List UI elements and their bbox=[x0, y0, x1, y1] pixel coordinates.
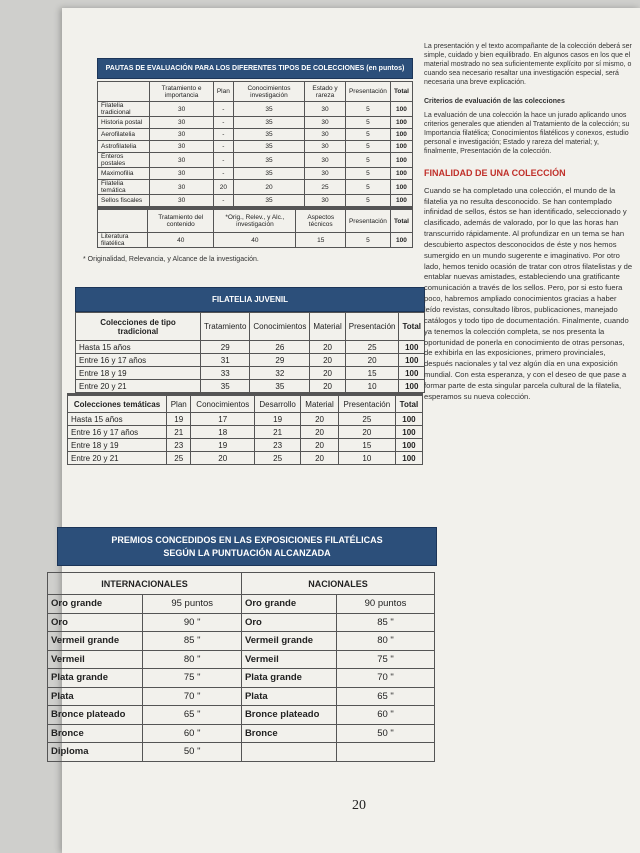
column-header: Presentación bbox=[345, 82, 390, 102]
column-header: Presentación bbox=[345, 209, 390, 233]
table-cell: 100 bbox=[399, 354, 425, 367]
award-name: Vermeil grande bbox=[241, 632, 336, 651]
row-label: Entre 20 y 21 bbox=[76, 380, 201, 393]
table-cell: 20 bbox=[191, 452, 255, 465]
table-cell: 35 bbox=[233, 195, 304, 207]
table-cell: 30 bbox=[305, 102, 346, 117]
juvenil-traditional-table bbox=[75, 312, 425, 393]
table-row bbox=[98, 102, 413, 117]
table-row bbox=[48, 595, 435, 614]
juvenil-section bbox=[71, 287, 425, 465]
award-points: 85 " bbox=[143, 632, 241, 651]
table-row bbox=[48, 687, 435, 706]
award-name: Bronce plateado bbox=[241, 706, 336, 725]
award-points: 80 " bbox=[143, 650, 241, 669]
table-cell: 100 bbox=[390, 117, 412, 129]
table-cell: 26 bbox=[250, 341, 310, 354]
table-cell: 20 bbox=[301, 426, 339, 439]
table-row bbox=[98, 195, 413, 207]
table-row bbox=[76, 380, 425, 393]
table-cell: 17 bbox=[191, 413, 255, 426]
table-cell: 20 bbox=[310, 354, 345, 367]
column-header: Material bbox=[310, 313, 345, 341]
side-subhead-criterios: Criterios de evaluación de las colecciones bbox=[424, 98, 565, 106]
table-cell: 100 bbox=[390, 195, 412, 207]
award-name: Vermeil bbox=[241, 650, 336, 669]
pautas-table bbox=[97, 81, 413, 207]
pautas-title: PAUTAS DE EVALUACIÓN PARA LOS DIFERENTES TIPOS DE COLECCIONES (en puntos) bbox=[97, 58, 413, 79]
table-cell: 29 bbox=[201, 341, 250, 354]
table-row bbox=[98, 117, 413, 129]
column-header: Presentación bbox=[345, 313, 399, 341]
table-cell: 100 bbox=[395, 426, 422, 439]
table-cell: 25 bbox=[167, 452, 191, 465]
award-points: 50 " bbox=[337, 724, 435, 743]
table-cell: 25 bbox=[338, 413, 395, 426]
table-row bbox=[76, 341, 425, 354]
table-cell: 35 bbox=[250, 380, 310, 393]
premios-title bbox=[57, 527, 437, 566]
table-cell: 35 bbox=[233, 141, 304, 153]
table-cell: 35 bbox=[233, 168, 304, 180]
juvenil-thematic-table bbox=[67, 393, 423, 465]
table-cell: 21 bbox=[255, 426, 301, 439]
row-label: Entre 16 y 17 años bbox=[76, 354, 201, 367]
column-header bbox=[98, 82, 150, 102]
premios-section bbox=[51, 527, 437, 762]
award-name bbox=[241, 743, 336, 762]
row-label: Entre 18 y 19 bbox=[76, 367, 201, 380]
table-cell: 40 bbox=[148, 233, 214, 248]
row-label: Enteros postales bbox=[98, 153, 150, 168]
column-header: Tratamiento e importancia bbox=[150, 82, 213, 102]
row-label: Aerofilatelia bbox=[98, 129, 150, 141]
award-points: 70 " bbox=[337, 669, 435, 688]
table-row bbox=[48, 632, 435, 651]
table-cell: 5 bbox=[345, 153, 390, 168]
table-cell: 18 bbox=[191, 426, 255, 439]
juvenil-title: FILATELIA JUVENIL bbox=[75, 287, 425, 312]
table-cell: 30 bbox=[150, 180, 213, 195]
column-header: Desarrollo bbox=[255, 395, 301, 413]
award-points: 85 " bbox=[337, 613, 435, 632]
table-cell: 19 bbox=[255, 413, 301, 426]
table-cell: 20 bbox=[345, 354, 399, 367]
table-cell: 35 bbox=[233, 117, 304, 129]
column-header: Tratamiento del contenido bbox=[148, 209, 214, 233]
row-label: Entre 18 y 19 bbox=[68, 439, 167, 452]
column-header: Conocimientos bbox=[250, 313, 310, 341]
award-name: Plata grande bbox=[48, 669, 143, 688]
table-cell: 25 bbox=[255, 452, 301, 465]
table-cell: 25 bbox=[345, 341, 399, 354]
row-label: Maximofilia bbox=[98, 168, 150, 180]
table-cell: 30 bbox=[305, 129, 346, 141]
table-cell: 5 bbox=[345, 180, 390, 195]
award-name: Oro grande bbox=[48, 595, 143, 614]
award-points: 65 " bbox=[337, 687, 435, 706]
row-label: Astrofilatelia bbox=[98, 141, 150, 153]
column-header: Colecciones temáticas bbox=[68, 395, 167, 413]
table-cell: 30 bbox=[305, 117, 346, 129]
table-cell: - bbox=[213, 117, 233, 129]
table-cell: 30 bbox=[305, 195, 346, 207]
table-cell: 100 bbox=[395, 439, 422, 452]
column-header: Estado y rareza bbox=[305, 82, 346, 102]
table-row bbox=[98, 153, 413, 168]
award-points: 75 " bbox=[143, 669, 241, 688]
table-cell: 31 bbox=[201, 354, 250, 367]
table-cell: 100 bbox=[395, 452, 422, 465]
page-number: 20 bbox=[352, 798, 366, 813]
table-row bbox=[48, 613, 435, 632]
table-cell: - bbox=[213, 102, 233, 117]
award-name: Plata grande bbox=[241, 669, 336, 688]
column-header: Total bbox=[390, 209, 412, 233]
pautas-section bbox=[83, 58, 413, 263]
table-cell: 30 bbox=[150, 129, 213, 141]
table-cell: 100 bbox=[390, 129, 412, 141]
award-name: Vermeil bbox=[48, 650, 143, 669]
table-cell: 5 bbox=[345, 129, 390, 141]
table-row bbox=[98, 129, 413, 141]
table-row bbox=[48, 743, 435, 762]
column-header: Plan bbox=[213, 82, 233, 102]
side-para-criterios: La evaluación de una colección la hace un jurado aplicando unos criterios generales que atienden al Tratamiento de la colección; su Importancia filatélica; Conocimientos filatélicos y conexos, estudio personal e investigación; Estado y rareza del material; y, finalmente, Presentación de la colección. bbox=[424, 111, 630, 155]
row-label: Entre 20 y 21 bbox=[68, 452, 167, 465]
award-points: 80 " bbox=[337, 632, 435, 651]
table-cell: 100 bbox=[390, 153, 412, 168]
column-header: Plan bbox=[167, 395, 191, 413]
table-cell: 23 bbox=[255, 439, 301, 452]
award-points: 65 " bbox=[143, 706, 241, 725]
table-cell: 20 bbox=[301, 413, 339, 426]
table-row bbox=[98, 168, 413, 180]
column-header: Aspectos técnicos bbox=[296, 209, 346, 233]
award-name: Bronce plateado bbox=[48, 706, 143, 725]
award-points: 60 " bbox=[337, 706, 435, 725]
award-name: Vermeil grande bbox=[48, 632, 143, 651]
table-cell: 100 bbox=[399, 341, 425, 354]
col-internacionales: INTERNACIONALES bbox=[48, 573, 242, 595]
table-row bbox=[68, 439, 423, 452]
table-row bbox=[48, 669, 435, 688]
table-cell: 30 bbox=[150, 195, 213, 207]
award-name: Oro grande bbox=[241, 595, 336, 614]
column-header: Total bbox=[395, 395, 422, 413]
row-label: Hasta 15 años bbox=[76, 341, 201, 354]
table-row bbox=[48, 706, 435, 725]
pautas-footnote: * Originalidad, Relevancia, y Alcance de la investigación. bbox=[83, 256, 259, 263]
side-para-presentation: La presentación y el texto acompañante de la colección deberá ser simple, cuidado y bien equilibrado. En algunos casos en los que el material mostrado no sea suficientemente explícito por sí mismo, o cuando sea necesario resaltar una investigación especial, será necesaria una breve explicación. bbox=[424, 43, 632, 87]
column-header: Total bbox=[399, 313, 425, 341]
award-name: Oro bbox=[48, 613, 143, 632]
table-row bbox=[48, 650, 435, 669]
table-cell: 20 bbox=[301, 439, 339, 452]
pautas-literature-table bbox=[97, 207, 413, 248]
award-name: Plata bbox=[48, 687, 143, 706]
column-header: Colecciones de tipo tradicional bbox=[76, 313, 201, 341]
table-cell: 35 bbox=[201, 380, 250, 393]
table-row bbox=[76, 354, 425, 367]
column-header: Total bbox=[390, 82, 412, 102]
table-cell: 30 bbox=[305, 153, 346, 168]
award-points: 50 " bbox=[143, 743, 241, 762]
table-cell: 19 bbox=[191, 439, 255, 452]
row-label: Historia postal bbox=[98, 117, 150, 129]
award-points bbox=[337, 743, 435, 762]
table-cell: 35 bbox=[233, 102, 304, 117]
award-points: 90 " bbox=[143, 613, 241, 632]
award-name: Bronce bbox=[48, 724, 143, 743]
row-label: Literatura filatélica bbox=[98, 233, 148, 248]
award-name: Diploma bbox=[48, 743, 143, 762]
table-cell: 30 bbox=[305, 168, 346, 180]
column-header: *Orig., Relev., y Alc., investigación bbox=[214, 209, 296, 233]
award-points: 70 " bbox=[143, 687, 241, 706]
table-cell: 5 bbox=[345, 102, 390, 117]
table-cell: 35 bbox=[233, 129, 304, 141]
table-row bbox=[98, 233, 413, 248]
column-header: Material bbox=[301, 395, 339, 413]
award-points: 75 " bbox=[337, 650, 435, 669]
table-row bbox=[68, 426, 423, 439]
table-row bbox=[98, 141, 413, 153]
table-cell: 19 bbox=[167, 413, 191, 426]
table-cell: 10 bbox=[345, 380, 399, 393]
table-cell: 23 bbox=[167, 439, 191, 452]
premios-title-line2: SEGÚN LA PUNTUACIÓN ALCANZADA bbox=[163, 547, 331, 558]
premios-title-line1: PREMIOS CONCEDIDOS EN LAS EXPOSICIONES FILATÉLICAS bbox=[111, 535, 383, 545]
table-row bbox=[68, 413, 423, 426]
table-cell: 5 bbox=[345, 141, 390, 153]
row-label: Hasta 15 años bbox=[68, 413, 167, 426]
table-cell: 30 bbox=[150, 102, 213, 117]
table-cell: 10 bbox=[338, 452, 395, 465]
award-name: Bronce bbox=[241, 724, 336, 743]
table-row bbox=[48, 724, 435, 743]
table-cell: 35 bbox=[233, 153, 304, 168]
premios-table bbox=[47, 572, 435, 762]
table-cell: 100 bbox=[390, 141, 412, 153]
table-cell: 20 bbox=[310, 367, 345, 380]
table-cell: - bbox=[213, 168, 233, 180]
table-cell: - bbox=[213, 129, 233, 141]
table-cell: 25 bbox=[305, 180, 346, 195]
side-heading-finalidad: FINALIDAD DE UNA COLECCIÓN bbox=[424, 168, 566, 179]
table-cell: 20 bbox=[338, 426, 395, 439]
table-cell: 15 bbox=[296, 233, 346, 248]
table-cell: 30 bbox=[150, 117, 213, 129]
column-header: Presentación bbox=[338, 395, 395, 413]
table-cell: 5 bbox=[345, 233, 390, 248]
award-name: Oro bbox=[241, 613, 336, 632]
table-cell: - bbox=[213, 153, 233, 168]
table-cell: 30 bbox=[305, 141, 346, 153]
table-cell: 20 bbox=[310, 380, 345, 393]
column-header: Tratamiento bbox=[201, 313, 250, 341]
table-cell: 5 bbox=[345, 195, 390, 207]
row-label: Entre 16 y 17 años bbox=[68, 426, 167, 439]
side-para-finalidad: Cuando se ha completado una colección, el mundo de la filatelia ya no resulta desconocido. Se han contemplado infinidad de sellos, éstos se han identificado, seleccionado y clasificado, además de valorado, por lo que las horas han transcurrido rápidamente. Al profundizar en un tema se han descubierto aspectos desconocidos de éste y nos hemos sumergido en un mundo sugerente e imaginativo. Por otro lado, hemos tenido ocasión de tratar con otros filatelistas y de entablar nuevas amistades, estableciendo una gratificante comunicación a través de los sellos. Pero, por si esto fuera poco, habremos ampliado conocimientos gracias a haber leído revistas, consultado libros, publicaciones, manejado catálogos y todo tipo de documentación. Finalmente, cuando ya tenemos la colección completa, se nos presenta la oportunidad de ponerla en conocimiento de otras personas, de exhibirla en las exposiciones, primero provinciales, después nacionales y tal vez algún día en una exposición mundial. Con esta esperanza, y con el deseo de que pase a formar parte de esta singular parcela cultural de la filatelia, esperamos su nueva colección. bbox=[424, 185, 633, 401]
row-label: Sellos fiscales bbox=[98, 195, 150, 207]
award-points: 60 " bbox=[143, 724, 241, 743]
table-cell: 20 bbox=[213, 180, 233, 195]
table-cell: 33 bbox=[201, 367, 250, 380]
table-cell: 20 bbox=[233, 180, 304, 195]
table-cell: 30 bbox=[150, 168, 213, 180]
award-points: 95 puntos bbox=[143, 595, 241, 614]
table-row bbox=[76, 367, 425, 380]
table-cell: 100 bbox=[390, 233, 412, 248]
table-cell: 40 bbox=[214, 233, 296, 248]
table-row bbox=[68, 452, 423, 465]
table-cell: - bbox=[213, 195, 233, 207]
table-cell: 21 bbox=[167, 426, 191, 439]
award-name: Plata bbox=[241, 687, 336, 706]
table-cell: 30 bbox=[150, 153, 213, 168]
table-cell: 20 bbox=[310, 341, 345, 354]
table-cell: 20 bbox=[301, 452, 339, 465]
row-label: Filatelia temática bbox=[98, 180, 150, 195]
table-cell: 100 bbox=[395, 413, 422, 426]
table-cell: 100 bbox=[399, 380, 425, 393]
table-cell: 15 bbox=[345, 367, 399, 380]
table-cell: 100 bbox=[390, 180, 412, 195]
table-cell: 32 bbox=[250, 367, 310, 380]
table-cell: 5 bbox=[345, 168, 390, 180]
table-cell: 100 bbox=[390, 102, 412, 117]
column-header: Conocimientos investigación bbox=[233, 82, 304, 102]
side-column bbox=[424, 42, 634, 403]
row-label: Filatelia tradicional bbox=[98, 102, 150, 117]
table-cell: 5 bbox=[345, 117, 390, 129]
column-header bbox=[98, 209, 148, 233]
table-cell: 29 bbox=[250, 354, 310, 367]
table-cell: 100 bbox=[390, 168, 412, 180]
table-cell: 100 bbox=[399, 367, 425, 380]
col-nacionales: NACIONALES bbox=[241, 573, 434, 595]
table-cell: 30 bbox=[150, 141, 213, 153]
column-header: Conocimientos bbox=[191, 395, 255, 413]
table-row bbox=[98, 180, 413, 195]
award-points: 90 puntos bbox=[337, 595, 435, 614]
table-cell: - bbox=[213, 141, 233, 153]
table-cell: 15 bbox=[338, 439, 395, 452]
